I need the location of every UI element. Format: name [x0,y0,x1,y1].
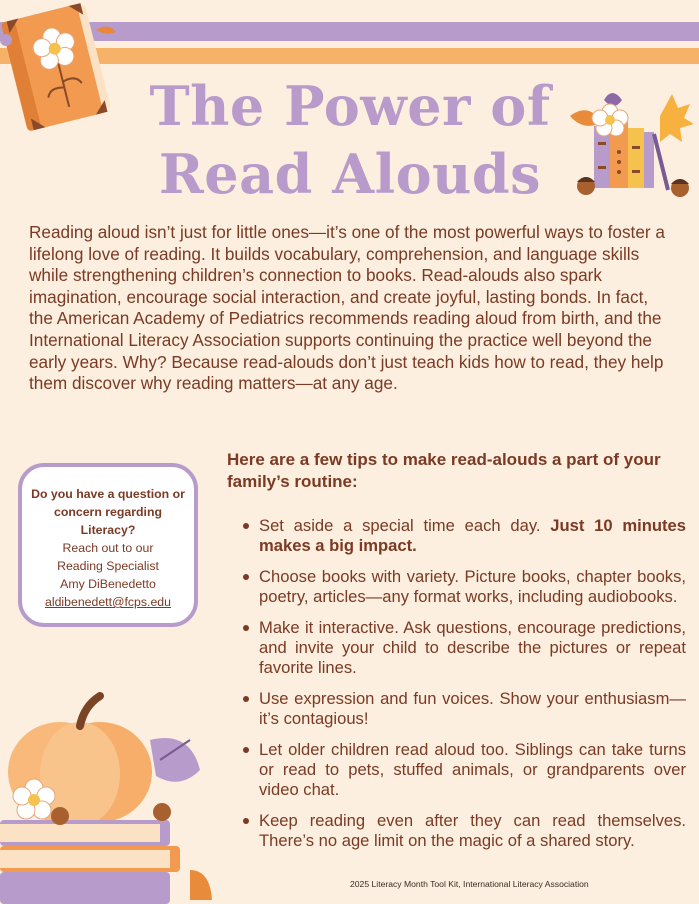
contact-line-1: Reach out to our [62,541,154,555]
pumpkin-books-illustration [0,690,215,904]
tips-list [239,516,686,862]
footer-credit: 2025 Literacy Month Tool Kit, International Literacy Association [350,879,589,889]
list-item [239,689,686,729]
tip-text: Use expression and fun voices. Show your enthusiasm—it’s contagious! [259,689,686,728]
contact-name: Amy DiBenedetto [60,577,156,591]
page-title [100,72,600,208]
tip-text: Set aside a special time each day. [259,516,551,535]
tips-heading: Here are a few tips to make read-alouds a part of your family’s routine: [227,450,661,491]
contact-box [18,463,198,627]
tip-bold: Just 10 minutes makes a big impact. [259,516,686,555]
list-item [239,618,686,678]
contact-question: Do you have a question or concern regarding Literacy? [31,487,185,537]
title-line-1: The Power of [149,74,551,138]
contact-line-2: Reading Specialist [57,559,159,573]
list-item [239,567,686,607]
tip-text: Keep reading even after they can read themselves. There’s no age limit on the magic of a shared story. [259,811,686,850]
intro-paragraph: Reading aloud isn’t just for little ones—it’s one of the most powerful ways to foster a lifelong love of reading. It builds vocabulary, comprehension, and language skills while strengthening children’s connection to books. Read-alouds also spark imagination, encourage social interaction, and create joyful, lasting bonds. In fact, the American Academy of Pediatrics recommends reading aloud from birth, and the International Literacy Association supports continuing the practice well beyond the early years. Why? Because read-alouds don’t just teach kids how to read, they help them discover why reading matters—at any age. [29,222,665,394]
tip-text: Choose books with variety. Picture books, chapter books, poetry, articles—any format works, including audiobooks. [259,567,686,606]
tip-text: Make it interactive. Ask questions, encourage predictions, and invite your child to describe the pictures or repeat favorite lines. [259,618,686,677]
tip-text: Let older children read aloud too. Siblings can take turns or read to pets, stuffed animals, or grandparents over video chat. [259,740,686,799]
title-line-2: Read Alouds [158,142,542,206]
list-item [239,811,686,851]
list-item [239,516,686,556]
contact-email-link[interactable]: aldibenedett@fcps.edu [45,595,171,609]
list-item [239,740,686,800]
